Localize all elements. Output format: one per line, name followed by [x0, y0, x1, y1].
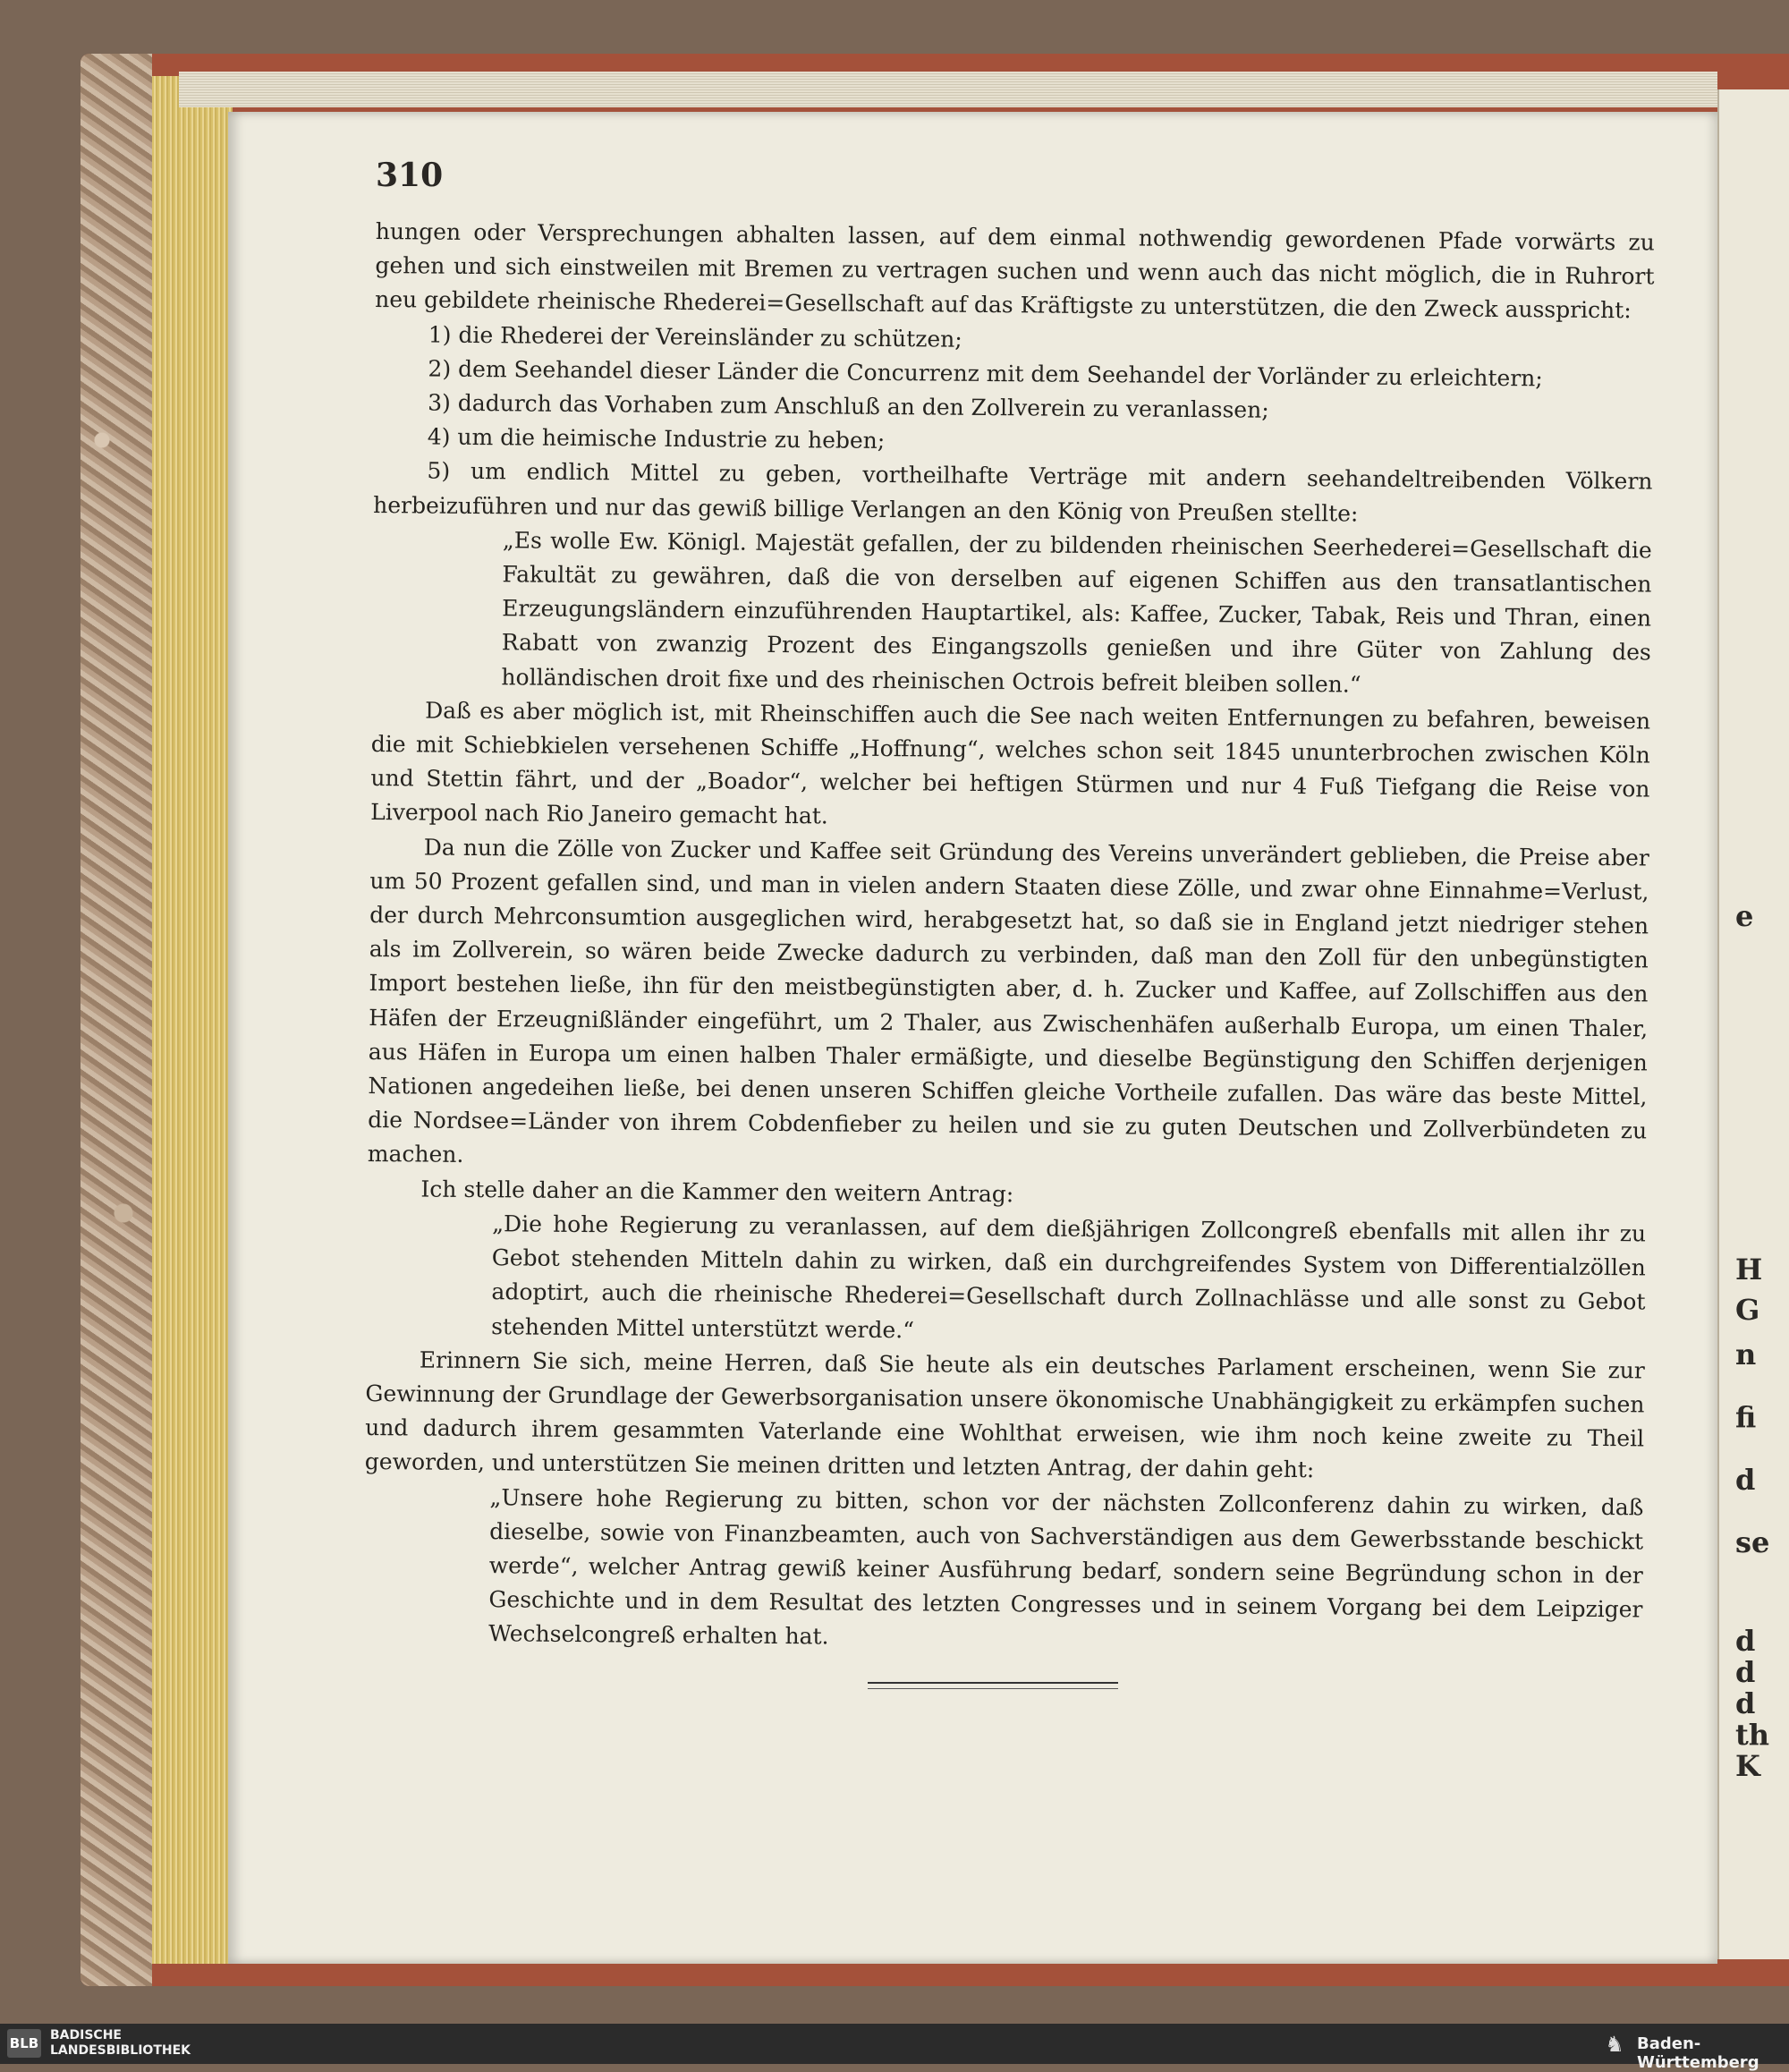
facing-letter: d: [1735, 1624, 1756, 1658]
page-edges-top: [179, 72, 1717, 107]
facing-letter: G: [1735, 1293, 1760, 1327]
library-name: [50, 2028, 191, 2059]
state-name[interactable]: Baden-Württemberg: [1637, 2034, 1759, 2072]
facing-page-fragment: [1717, 89, 1789, 1959]
paragraph: Erinnern Sie sich, meine Herren, daß Sie heute als ein deutsches Parlament erscheinen, wenn Sie zur Gewinnung der Grundlage der Gewerbsorganisation unsere ökonomische Unabhängigkeit zu erkämpfen suchen und dadurch ihrem gesammten Vaterlande eine Wohlthat erweisen, wie ihm noch keine zweite zu Theil geworden, und unterstützen Sie meinen dritten und letzten Antrag, der dahin geht:: [364, 1346, 1645, 1483]
blb-logo[interactable]: BLB: [7, 2029, 41, 2058]
list-item: 4) um die heimische Industrie zu heben;: [427, 423, 886, 454]
facing-letter: K: [1735, 1749, 1760, 1783]
page-text: [363, 215, 1655, 1661]
library-name-line1: BADISCHE: [50, 2028, 122, 2042]
block-quote: „Es wolle Ew. Königl. Majestät gefallen, der zu bildenden rheinischen Seerhederei=Gesellschaft die Fakultät zu gewähren, daß die von derselben auf eigenen Schiffen aus den transatlantischen Erzeugungsländern einzuführenden Hauptartikel, als: Kaffee, Zucker, Tabak, Reis und Thran, einen Rabatt von zwanzig Prozent des Eingangszolls genießen und ihre Güter von Zahlung des holländischen droit fixe und des rheinischen Octrois befreit bleiben sollen.“: [501, 527, 1652, 698]
list-item: 3) dadurch das Vorhaben zum Anschluß an den Zollverein zu veranlassen;: [428, 389, 1269, 423]
facing-letter: se: [1735, 1525, 1770, 1559]
list-item: 5) um endlich Mittel zu geben, vortheilhafte Verträge mit andern seehandeltreibenden Völkern herbeizuführen und nur das gewiß billige Verlangen an den König von Preußen stellte:: [373, 457, 1653, 527]
marbled-endpaper: [81, 54, 152, 1986]
coat-of-arms-icon: ♞: [1605, 2032, 1624, 2057]
facing-letter: H: [1735, 1253, 1763, 1287]
page-edges: [152, 76, 233, 1964]
facing-letter: d: [1735, 1686, 1756, 1720]
facing-letter: th: [1735, 1718, 1770, 1752]
list-item: 1) die Rhederei der Vereinsländer zu schützen;: [428, 321, 962, 352]
paragraph: hungen oder Versprechungen abhalten lassen, auf dem einmal nothwendig gewordenen Pfade vorwärts zu gehen und sich einstweilen mit Bremen zu vertragen suchen und wenn auch das nicht möglich, die in Ruhrort neu gebildete rheinische Rhederei=Gesellschaft auf das Kräftigste zu unterstützen, die den Zweck ausspricht:: [375, 217, 1655, 324]
list-item: 2) dem Seehandel dieser Länder die Concurrenz mit dem Seehandel der Vorländer zu erleichtern;: [428, 355, 1543, 392]
paragraph: Daß es aber möglich ist, mit Rheinschiffen auch die See nach weiten Entfernungen zu befahren, beweisen die mit Schiebkielen versehenen Schiffe „Hoffnung“, welches schon seit 1845 ununterbrochen zwischen Köln und Stettin fährt, und der „Boador“, welcher bei heftigen Stürmen und nur 4 Fuß Tiefgang die Reise von Liverpool nach Rio Janeiro gemacht hat.: [370, 697, 1651, 829]
block-quote: „Unsere hohe Regierung zu bitten, schon vor der nächsten Zollconferenz dahin zu wirken, daß dieselbe, sowie von Finanzbeamten, auch von Sachverständigen aus dem Gewerbsstande beschickt werde“, welcher Antrag gewiß keiner Ausführung bedarf, sondern seine Begründung schon in der Geschichte und in dem Resultat des letzten Congresses und in seinem Vorgang bei dem Leipziger Wechselcongreß erhalten hat.: [488, 1483, 1644, 1650]
paragraph: Ich stelle daher an die Kammer den weitern Antrag:: [420, 1176, 1014, 1207]
facing-letter: e: [1735, 899, 1754, 933]
closing-rule: [868, 1682, 1118, 1689]
facing-letter: d: [1735, 1655, 1756, 1689]
library-name-line2: LANDESBIBLIOTHEK: [50, 2043, 191, 2058]
facing-letter: n: [1735, 1337, 1757, 1371]
book-page: [228, 112, 1717, 1964]
block-quote: „Die hohe Regierung zu veranlassen, auf dem dießjährigen Zollcongreß ebenfalls mit allen ihr zu Gebot stehenden Mitteln dahin zu wirken, daß ein durchgreifendes System von Differentialzöllen adoptirt, auch die rheinische Rhederei=Gesellschaft durch Zollnachlässe und alle sonst zu Gebot stehenden Mittel unterstützt werde.“: [491, 1210, 1647, 1343]
facing-letter: fi: [1735, 1400, 1757, 1434]
facing-letter: d: [1735, 1463, 1756, 1497]
page-number: 310: [376, 157, 444, 194]
viewer-footer: [0, 2024, 1789, 2072]
paragraph: Da nun die Zölle von Zucker und Kaffee seit Gründung des Vereins unverändert geblieben, die Preise aber um 50 Prozent gefallen sind, und man in vielen andern Staaten diese Zölle, und zwar ohne Einnahme=Verlust, der durch Mehrconsumtion ausgeglichen wird, herabgesetzt hat, so daß sie in England jetzt niedriger stehen als im Zollverein, so wären beide Zwecke dadurch zu verbinden, daß man den Zoll für den unbegünstigten Import bestehen ließe, ihn für den meistbegünstigten aber, d. h. Zucker und Kaffee, auf Zollschiffen aus den Häfen der Erzeugnißländer eingeführt, um 2 Thaler, aus Zwischenhäfen außerhalb Europa, um einen Thaler, aus Häfen in Europa um einen halben Thaler ermäßigte, und dieselbe Begünstigung den Schiffen derjenigen Nationen angedeihen ließe, bei denen unseren Schiffen gleiche Vortheile zufallen. Das wäre das beste Mittel, die Nordsee=Länder von ihrem Cobdenfieber zu heilen und sie zu guten Deutschen und Zollverbündeten zu machen.: [367, 834, 1649, 1168]
